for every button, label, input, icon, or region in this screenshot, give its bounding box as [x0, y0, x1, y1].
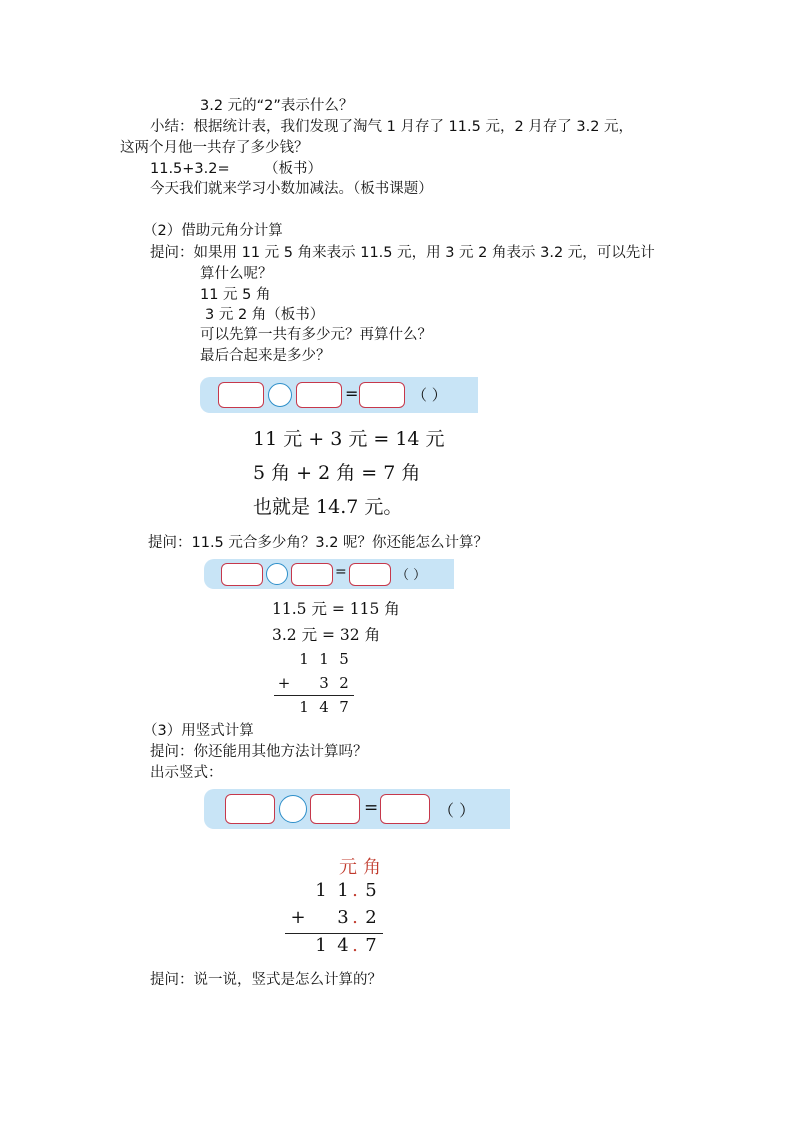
question-b: 算什么呢？	[200, 266, 273, 282]
unit-parentheses: （ ）	[396, 568, 427, 583]
digit: 5	[339, 650, 349, 668]
answer-box[interactable]	[296, 382, 342, 408]
decimal-point: .	[352, 907, 358, 928]
unit-parentheses: （ ）	[412, 386, 447, 404]
question-3: 提问：你还能用其他方法计算吗？	[150, 744, 368, 760]
answer-box[interactable]	[218, 382, 264, 408]
decimal-point: .	[352, 880, 358, 901]
digit: 3	[319, 674, 329, 692]
equation-strip	[204, 789, 510, 829]
digit: 1	[299, 650, 309, 668]
decimal-point: .	[352, 935, 358, 956]
digit: 4	[319, 698, 329, 716]
final-question: 提问：说一说，竖式是怎么计算的？	[150, 972, 382, 988]
equation-strip	[200, 377, 478, 413]
question-a: 提问：如果用 11 元 5 角来表示 11.5 元，用 3 元 2 角表示 3.2 元，可以先计	[150, 245, 655, 261]
operator-circle[interactable]	[266, 563, 288, 585]
summary-line-b: 这两个月他一共存了多少钱？	[120, 140, 309, 156]
answer-box[interactable]	[221, 563, 263, 586]
lesson-line: 今天我们就来学习小数加减法。（板书课题）	[150, 181, 433, 197]
board-note: （板书）	[264, 161, 322, 177]
operator-circle[interactable]	[279, 795, 307, 823]
show-vertical: 出示竖式：	[150, 765, 223, 781]
calc-line-1: 11 元 + 3 元 = 14 元	[253, 428, 445, 450]
formula: 11.5+3.2=	[150, 161, 230, 177]
equals-sign: =	[364, 798, 379, 818]
step-3: 可以先算一共有多少元？再算什么？	[200, 327, 432, 343]
vertical-calc-decimal	[285, 853, 395, 963]
answer-box[interactable]	[291, 563, 333, 586]
digit: 3	[337, 907, 349, 928]
conversion-2: 3.2 元 = 32 角	[272, 626, 381, 644]
calc-line-2: 5 角 + 2 角 = 7 角	[253, 462, 421, 484]
equals-sign: =	[345, 384, 359, 403]
digit: 1	[299, 698, 309, 716]
digit: 1	[315, 880, 327, 901]
step-2: 3 元 2 角（板书）	[205, 307, 325, 323]
digit: 4	[337, 935, 349, 956]
operator-circle[interactable]	[268, 383, 292, 407]
step-4: 最后合起来是多少？	[200, 348, 331, 364]
equals-sign: =	[335, 564, 347, 580]
answer-box[interactable]	[349, 563, 391, 586]
summary-line-a: 小结：根据统计表，我们发现了淘气 1 月存了 11.5 元，2 月存了 3.2 元，	[150, 119, 634, 135]
answer-box[interactable]	[225, 794, 275, 824]
unit-parentheses: （ ）	[438, 801, 476, 820]
digit: 2	[365, 907, 377, 928]
answer-box[interactable]	[359, 382, 405, 408]
unit-label-jiao: 角	[363, 857, 381, 878]
equation-strip	[204, 559, 454, 589]
plus-sign: +	[277, 674, 291, 692]
digit: 5	[365, 880, 377, 901]
step-1: 11 元 5 角	[200, 287, 271, 303]
question-2: 提问：11.5 元合多少角？3.2 呢？你还能怎么计算？	[148, 535, 489, 551]
digit: 1	[315, 935, 327, 956]
plus-sign: +	[290, 907, 306, 928]
conversion-1: 11.5 元 = 115 角	[272, 600, 400, 618]
question-line: 3.2 元的“2”表示什么？	[200, 98, 354, 114]
digit: 7	[339, 698, 349, 716]
digit: 1	[319, 650, 329, 668]
answer-box[interactable]	[380, 794, 430, 824]
calc-line-3: 也就是 14.7 元。	[253, 496, 403, 518]
sum-line	[274, 695, 354, 696]
digit: 1	[337, 880, 349, 901]
digit: 2	[339, 674, 349, 692]
vertical-calc-jiao	[270, 650, 370, 718]
section-2-heading: （2）借助元角分计算	[143, 223, 283, 239]
unit-label-yuan: 元	[339, 857, 357, 878]
answer-box[interactable]	[310, 794, 360, 824]
digit: 7	[365, 935, 377, 956]
section-3-heading: （3）用竖式计算	[143, 723, 254, 739]
